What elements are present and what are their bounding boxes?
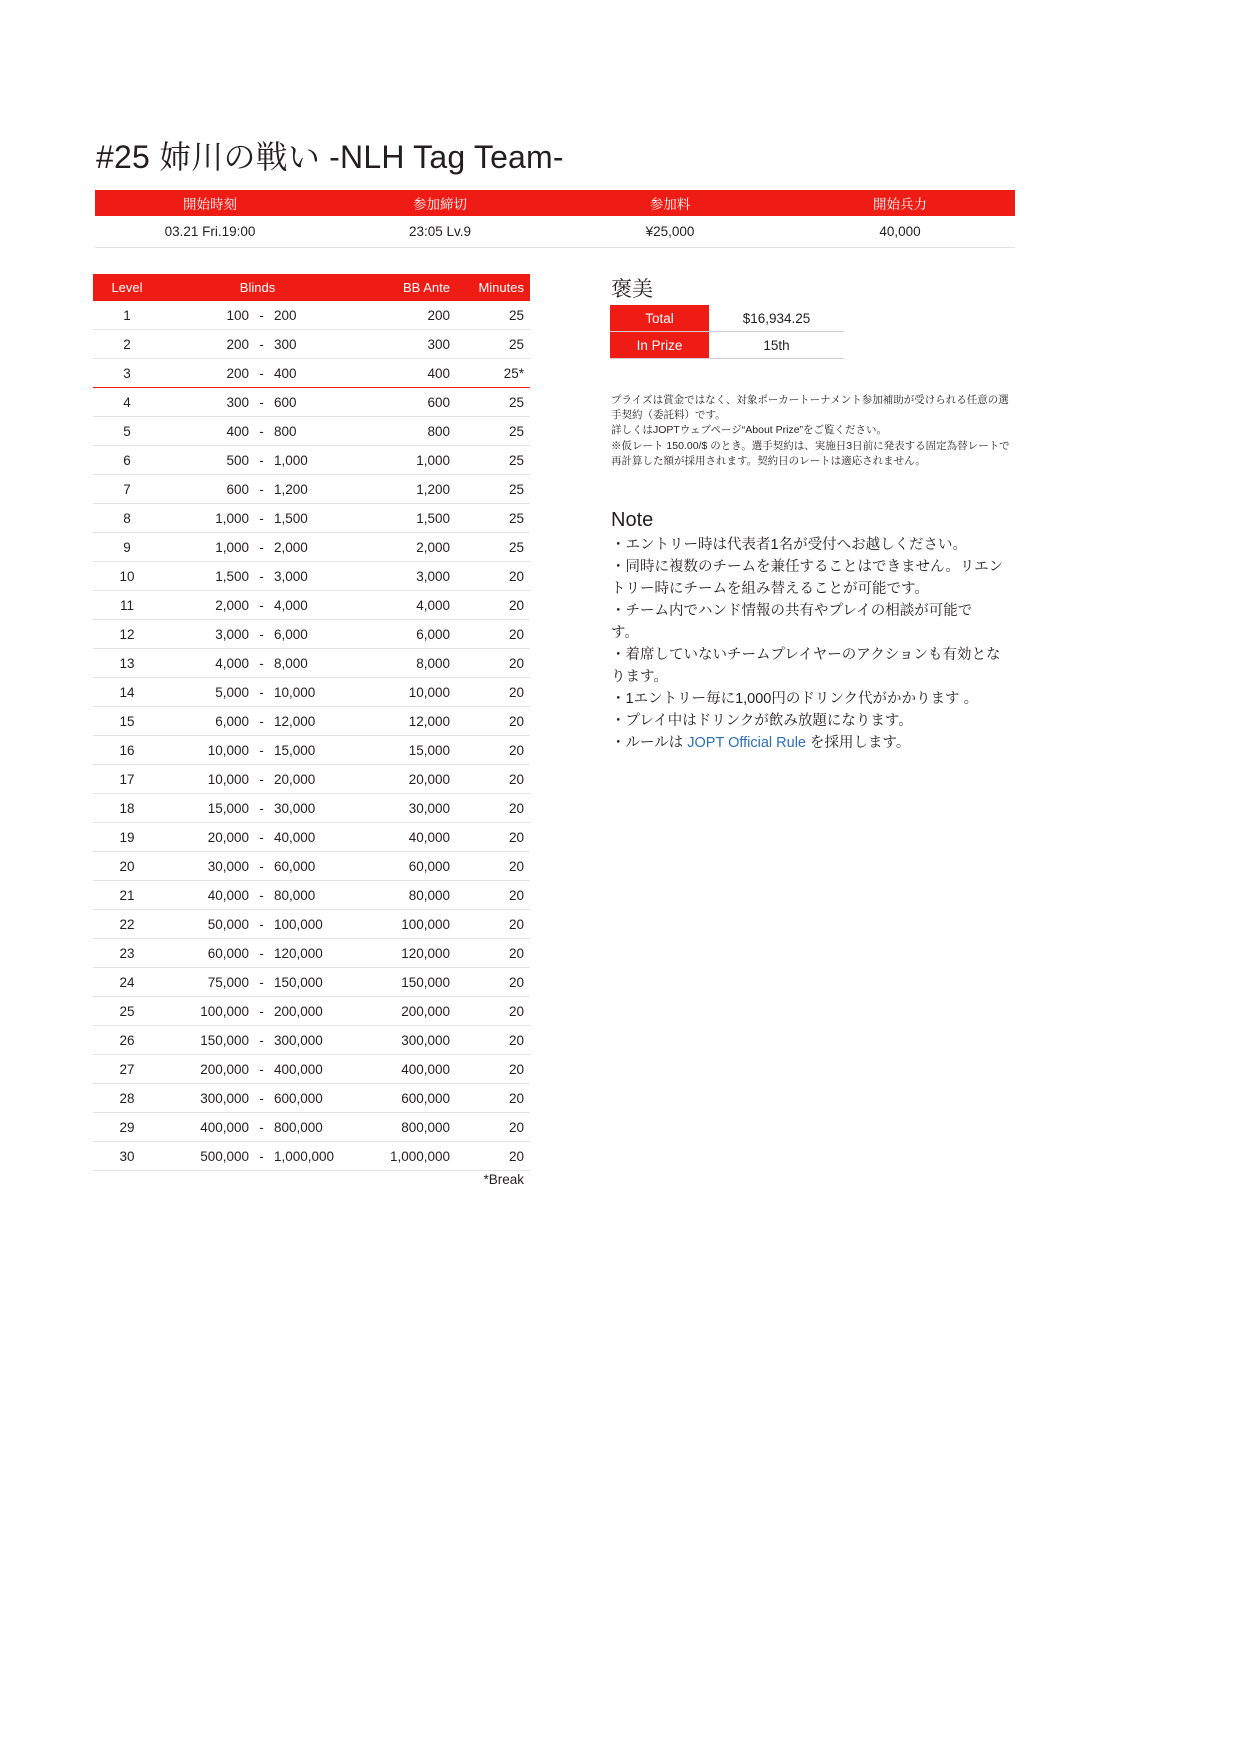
- blind-minutes: 20: [508, 1003, 524, 1019]
- blind-dash: -: [259, 336, 264, 352]
- blind-minutes: 20: [508, 800, 524, 816]
- blind-level-row: [93, 794, 530, 823]
- blind-dash: -: [259, 568, 264, 584]
- blind-bb-ante: 12,000: [408, 713, 450, 729]
- prize-disclaimer: [611, 393, 1019, 469]
- blind-minutes: 20: [508, 1148, 524, 1164]
- blind-minutes: 25: [508, 452, 524, 468]
- blind-bb-ante: 60,000: [408, 858, 450, 874]
- info-header-start-time: 開始時刻: [183, 197, 237, 212]
- blind-bb-ante: 800: [427, 423, 450, 439]
- blind-level: 15: [119, 713, 135, 729]
- blind-minutes: 25: [508, 394, 524, 410]
- blind-level: 29: [119, 1119, 135, 1135]
- blind-dash: -: [259, 597, 264, 613]
- blind-big-blind: 60,000: [274, 858, 316, 874]
- blind-small-blind: 50,000: [207, 916, 249, 932]
- blind-minutes: 25: [508, 307, 524, 323]
- blind-level-row: [93, 359, 530, 388]
- blind-level: 3: [123, 365, 131, 381]
- blind-minutes: 20: [508, 1090, 524, 1106]
- blind-small-blind: 500: [226, 452, 249, 468]
- blind-level-row: [93, 562, 530, 591]
- blind-big-blind: 300,000: [274, 1032, 323, 1048]
- info-header-buyin: 参加料: [649, 197, 691, 212]
- blind-small-blind: 30,000: [207, 858, 249, 874]
- blind-big-blind: 200: [274, 307, 297, 323]
- blind-level: 1: [123, 307, 131, 323]
- note-line: ・着席していないチームプレイヤーのアクションも有効とな: [611, 647, 1001, 664]
- prize-disclaimer-line: ※仮レート 150.00/$ のとき。選手契約は、実施日3日前に発表する固定為替レートで: [611, 439, 1010, 452]
- note-line: す。: [611, 625, 639, 642]
- blind-bb-ante: 8,000: [416, 655, 450, 671]
- blind-minutes: 20: [508, 771, 524, 787]
- blind-level-row: [93, 765, 530, 794]
- note-line: ・プレイ中はドリンクが飲み放題になります。: [611, 713, 913, 730]
- blind-small-blind: 1,500: [215, 568, 249, 584]
- blind-level-row: [93, 997, 530, 1026]
- blind-big-blind: 40,000: [274, 829, 316, 845]
- blind-bb-ante: 15,000: [408, 742, 450, 758]
- blind-big-blind: 1,500: [274, 510, 308, 526]
- blind-level-row: [93, 649, 530, 678]
- blind-level: 11: [119, 597, 134, 613]
- blind-level-row: [93, 1055, 530, 1084]
- info-value-start-time: 03.21 Fri.19:00: [164, 224, 256, 239]
- blind-dash: -: [259, 771, 264, 787]
- blind-bb-ante: 120,000: [401, 945, 450, 961]
- note-line: ・エントリー時は代表者1名が受付へお越しください。: [611, 537, 968, 553]
- blind-structure-header: [93, 274, 530, 301]
- blind-level-row: [93, 1113, 530, 1142]
- blind-small-blind: 4,000: [215, 655, 249, 671]
- blind-small-blind: 100,000: [200, 1003, 249, 1019]
- blind-level-row: [93, 823, 530, 852]
- prize-row-in-prize: [610, 332, 844, 359]
- page-title: #25 姉川の戦い -NLH Tag Team-: [96, 139, 564, 175]
- blind-bb-ante: 600: [427, 394, 450, 410]
- blind-bb-ante: 1,000: [416, 452, 450, 468]
- info-header-starting-stack: 開始兵力: [873, 197, 927, 212]
- blind-minutes: 20: [508, 713, 524, 729]
- note-line: ・チーム内でハンド情報の共有やプレイの相談が可能で: [611, 603, 973, 620]
- blind-minutes: 20: [508, 742, 524, 758]
- blind-big-blind: 150,000: [274, 974, 323, 990]
- blind-minutes: 20: [508, 1032, 524, 1048]
- note-line: ります。: [611, 669, 668, 686]
- blind-bb-ante: 4,000: [416, 597, 450, 613]
- blind-big-blind: 600: [274, 394, 297, 410]
- prize-disclaimer-line: 詳しくはJOPTウェブページ“About Prize”をご覧ください。: [611, 424, 888, 437]
- blind-big-blind: 10,000: [274, 684, 316, 700]
- info-header-registration-close: 参加締切: [413, 197, 467, 212]
- blind-dash: -: [259, 365, 264, 381]
- blind-minutes: 25: [508, 539, 524, 555]
- blind-small-blind: 400,000: [200, 1119, 249, 1135]
- blind-level-row: [93, 881, 530, 910]
- column-header-bb-ante: BB Ante: [403, 280, 450, 295]
- info-header-bar: [95, 190, 1015, 216]
- blind-minutes: 20: [508, 626, 524, 642]
- blind-level-row: [93, 533, 530, 562]
- blind-big-blind: 80,000: [274, 887, 316, 903]
- blind-dash: -: [259, 916, 264, 932]
- blind-dash: -: [259, 742, 264, 758]
- blind-minutes: 20: [508, 858, 524, 874]
- blind-minutes: 20: [508, 945, 524, 961]
- blind-bb-ante: 400,000: [401, 1061, 450, 1077]
- blind-big-blind: 2,000: [274, 539, 308, 555]
- blind-minutes: 20: [508, 916, 524, 932]
- blind-minutes: 25*: [503, 365, 524, 381]
- blind-level: 8: [123, 510, 131, 526]
- note-line-rule: [611, 732, 1029, 754]
- blind-big-blind: 4,000: [274, 597, 308, 613]
- blind-small-blind: 500,000: [200, 1148, 249, 1164]
- blind-bb-ante: 1,500: [416, 510, 450, 526]
- blind-small-blind: 60,000: [207, 945, 249, 961]
- note-rule-prefix: ・ルールは: [611, 735, 688, 752]
- blind-level: 2: [123, 336, 131, 352]
- blind-level: 20: [119, 858, 135, 874]
- blind-minutes: 25: [508, 423, 524, 439]
- blind-big-blind: 400: [274, 365, 297, 381]
- blind-dash: -: [259, 510, 264, 526]
- blind-level: 27: [119, 1061, 135, 1077]
- blind-small-blind: 1,000: [215, 539, 249, 555]
- blind-small-blind: 15,000: [207, 800, 249, 816]
- blind-level: 14: [119, 684, 135, 700]
- blind-small-blind: 2,000: [215, 597, 249, 613]
- info-values-row: [95, 216, 1015, 248]
- blind-bb-ante: 10,000: [408, 684, 450, 700]
- blind-small-blind: 100: [226, 307, 249, 323]
- blind-bb-ante: 200,000: [401, 1003, 450, 1019]
- info-value-registration-close: 23:05 Lv.9: [408, 224, 472, 239]
- blind-big-blind: 1,000,000: [274, 1148, 335, 1164]
- blind-big-blind: 120,000: [274, 945, 323, 961]
- blind-bb-ante: 300,000: [401, 1032, 450, 1048]
- blind-level-row: [93, 301, 530, 330]
- info-value-buyin: ¥25,000: [645, 224, 695, 239]
- blind-small-blind: 40,000: [207, 887, 249, 903]
- blind-big-blind: 300: [274, 336, 297, 352]
- blind-small-blind: 200: [226, 365, 249, 381]
- prize-disclaimer-line: 手契約（委託料）です。: [611, 409, 726, 422]
- blind-dash: -: [259, 1032, 264, 1048]
- blind-small-blind: 10,000: [207, 742, 249, 758]
- blind-level-row: [93, 591, 530, 620]
- blind-level-row: [93, 330, 530, 359]
- blind-level: 6: [123, 452, 131, 468]
- blind-dash: -: [259, 423, 264, 439]
- blind-minutes: 20: [508, 829, 524, 845]
- blind-level-row: [93, 707, 530, 736]
- blind-big-blind: 600,000: [274, 1090, 323, 1106]
- blind-dash: -: [259, 1119, 264, 1135]
- prize-disclaimer-line: プライズは賞金ではなく、対象ポーカートーナメント参加補助が受けられる任意の選: [611, 394, 1009, 406]
- blind-level: 18: [119, 800, 135, 816]
- blind-bb-ante: 600,000: [401, 1090, 450, 1106]
- blind-bb-ante: 2,000: [416, 539, 450, 555]
- blind-small-blind: 200: [226, 336, 249, 352]
- blind-dash: -: [259, 1061, 264, 1077]
- blind-big-blind: 6,000: [274, 626, 308, 642]
- blind-level-row: [93, 1026, 530, 1055]
- blind-big-blind: 8,000: [274, 655, 308, 671]
- blind-bb-ante: 3,000: [416, 568, 450, 584]
- blind-dash: -: [259, 829, 264, 845]
- blind-dash: -: [259, 800, 264, 816]
- blind-small-blind: 300: [226, 394, 249, 410]
- blind-minutes: 25: [508, 510, 524, 526]
- blind-level: 23: [119, 945, 135, 961]
- blind-level: 7: [123, 481, 131, 497]
- blind-level: 26: [119, 1032, 135, 1048]
- blind-small-blind: 400: [226, 423, 249, 439]
- blind-big-blind: 800: [274, 423, 297, 439]
- blind-dash: -: [259, 1003, 264, 1019]
- note-section-title: Note: [611, 509, 654, 531]
- blind-dash: -: [259, 452, 264, 468]
- blind-level-row: [93, 939, 530, 968]
- blind-dash: -: [259, 1148, 264, 1164]
- blind-level: 25: [119, 1003, 135, 1019]
- blind-bb-ante: 100,000: [401, 916, 450, 932]
- blind-level: 9: [123, 539, 131, 555]
- note-list: [611, 534, 1029, 754]
- blind-dash: -: [259, 974, 264, 990]
- blind-minutes: 20: [508, 887, 524, 903]
- blind-level-row: [93, 1084, 530, 1113]
- blind-small-blind: 200,000: [200, 1061, 249, 1077]
- column-header-blinds: Blinds: [239, 280, 276, 295]
- blind-small-blind: 6,000: [215, 713, 249, 729]
- blind-minutes: 20: [508, 1119, 524, 1135]
- blind-minutes: 20: [508, 684, 524, 700]
- blind-small-blind: 75,000: [207, 974, 249, 990]
- blind-level-row: [93, 852, 530, 881]
- blind-minutes: 20: [508, 655, 524, 671]
- blind-dash: -: [259, 394, 264, 410]
- blind-big-blind: 200,000: [274, 1003, 323, 1019]
- blind-dash: -: [259, 626, 264, 642]
- info-value-starting-stack: 40,000: [879, 224, 921, 239]
- blind-bb-ante: 80,000: [408, 887, 450, 903]
- prize-section-title: 褒美: [611, 278, 653, 301]
- blind-small-blind: 300,000: [200, 1090, 249, 1106]
- blind-bb-ante: 1,200: [416, 481, 450, 497]
- blind-level: 16: [119, 742, 135, 758]
- blind-level-row: [93, 620, 530, 649]
- blind-level-row: [93, 417, 530, 446]
- blind-level-row: [93, 968, 530, 997]
- blind-level-row: [93, 475, 530, 504]
- blind-bb-ante: 200: [427, 307, 450, 323]
- blind-dash: -: [259, 481, 264, 497]
- blind-bb-ante: 6,000: [416, 626, 450, 642]
- blind-level-row: [93, 504, 530, 533]
- blind-level: 22: [119, 916, 135, 932]
- prize-disclaimer-line: 再計算した額が採用されます。契約日のレートは適応されません。: [611, 454, 926, 467]
- blind-bb-ante: 1,000,000: [389, 1148, 450, 1164]
- blind-level: 28: [119, 1090, 135, 1106]
- blind-big-blind: 30,000: [274, 800, 316, 816]
- blind-dash: -: [259, 655, 264, 671]
- blind-dash: -: [259, 307, 264, 323]
- blind-minutes: 25: [508, 336, 524, 352]
- blind-level-row: [93, 678, 530, 707]
- blind-bb-ante: 20,000: [408, 771, 450, 787]
- blind-big-blind: 3,000: [274, 568, 308, 584]
- column-header-minutes: Minutes: [478, 280, 524, 295]
- blind-small-blind: 150,000: [200, 1032, 249, 1048]
- prize-table: [610, 305, 844, 359]
- blind-bb-ante: 800,000: [401, 1119, 450, 1135]
- blind-level: 12: [119, 626, 135, 642]
- prize-label-in-prize: In Prize: [610, 332, 709, 358]
- blind-dash: -: [259, 713, 264, 729]
- blind-level: 24: [119, 974, 135, 990]
- blind-level: 10: [119, 568, 135, 584]
- blind-level: 17: [119, 771, 135, 787]
- note-line: トリー時にチームを組み替えることが可能です。: [611, 581, 929, 598]
- blind-dash: -: [259, 539, 264, 555]
- blind-big-blind: 1,000: [274, 452, 308, 468]
- blind-big-blind: 15,000: [274, 742, 316, 758]
- blind-bb-ante: 30,000: [408, 800, 450, 816]
- blind-level-row: [93, 1142, 530, 1171]
- blind-structure-table: [93, 274, 530, 1171]
- blind-dash: -: [259, 887, 264, 903]
- blind-level-row: [93, 388, 530, 417]
- blind-small-blind: 1,000: [215, 510, 249, 526]
- prize-label-total: Total: [610, 305, 709, 331]
- blind-small-blind: 20,000: [207, 829, 249, 845]
- blind-minutes: 20: [508, 1061, 524, 1077]
- blind-minutes: 20: [508, 974, 524, 990]
- note-line: ・1エントリー毎に1,000円のドリンク代がかかります 。: [611, 691, 979, 708]
- blind-level: 4: [123, 394, 131, 410]
- note-rule-suffix: を採用します。: [805, 735, 911, 752]
- blind-big-blind: 20,000: [274, 771, 316, 787]
- blind-dash: -: [259, 858, 264, 874]
- blind-small-blind: 10,000: [207, 771, 249, 787]
- column-header-level: Level: [111, 280, 143, 295]
- blind-bb-ante: 400: [427, 365, 450, 381]
- blind-small-blind: 5,000: [215, 684, 249, 700]
- blind-big-blind: 12,000: [274, 713, 316, 729]
- blind-level-row: [93, 446, 530, 475]
- blind-dash: -: [259, 945, 264, 961]
- blind-bb-ante: 150,000: [401, 974, 450, 990]
- blind-dash: -: [259, 1090, 264, 1106]
- break-note: *Break: [483, 1172, 524, 1187]
- blind-level: 19: [119, 829, 135, 845]
- jopt-official-rule-link[interactable]: JOPT Official Rule: [687, 735, 806, 752]
- blind-big-blind: 1,200: [274, 481, 308, 497]
- blind-big-blind: 800,000: [274, 1119, 323, 1135]
- blind-minutes: 25: [508, 481, 524, 497]
- blind-level: 5: [123, 423, 131, 439]
- blind-big-blind: 400,000: [274, 1061, 323, 1077]
- blind-big-blind: 100,000: [274, 916, 323, 932]
- blind-minutes: 20: [508, 597, 524, 613]
- blind-level-row: [93, 736, 530, 765]
- prize-value-total: $16,934.25: [742, 310, 811, 326]
- blind-dash: -: [259, 684, 264, 700]
- blind-bb-ante: 40,000: [408, 829, 450, 845]
- blind-level-row: [93, 910, 530, 939]
- note-line: ・同時に複数のチームを兼任することはできません。リエン: [611, 559, 1004, 576]
- blind-small-blind: 3,000: [215, 626, 249, 642]
- prize-row-total: [610, 305, 844, 332]
- prize-value-in-prize: 15th: [763, 337, 790, 353]
- blind-small-blind: 600: [226, 481, 249, 497]
- blind-bb-ante: 300: [427, 336, 450, 352]
- blind-level: 30: [119, 1148, 135, 1164]
- blind-level: 21: [119, 887, 135, 903]
- blind-minutes: 20: [508, 568, 524, 584]
- blind-level: 13: [119, 655, 135, 671]
